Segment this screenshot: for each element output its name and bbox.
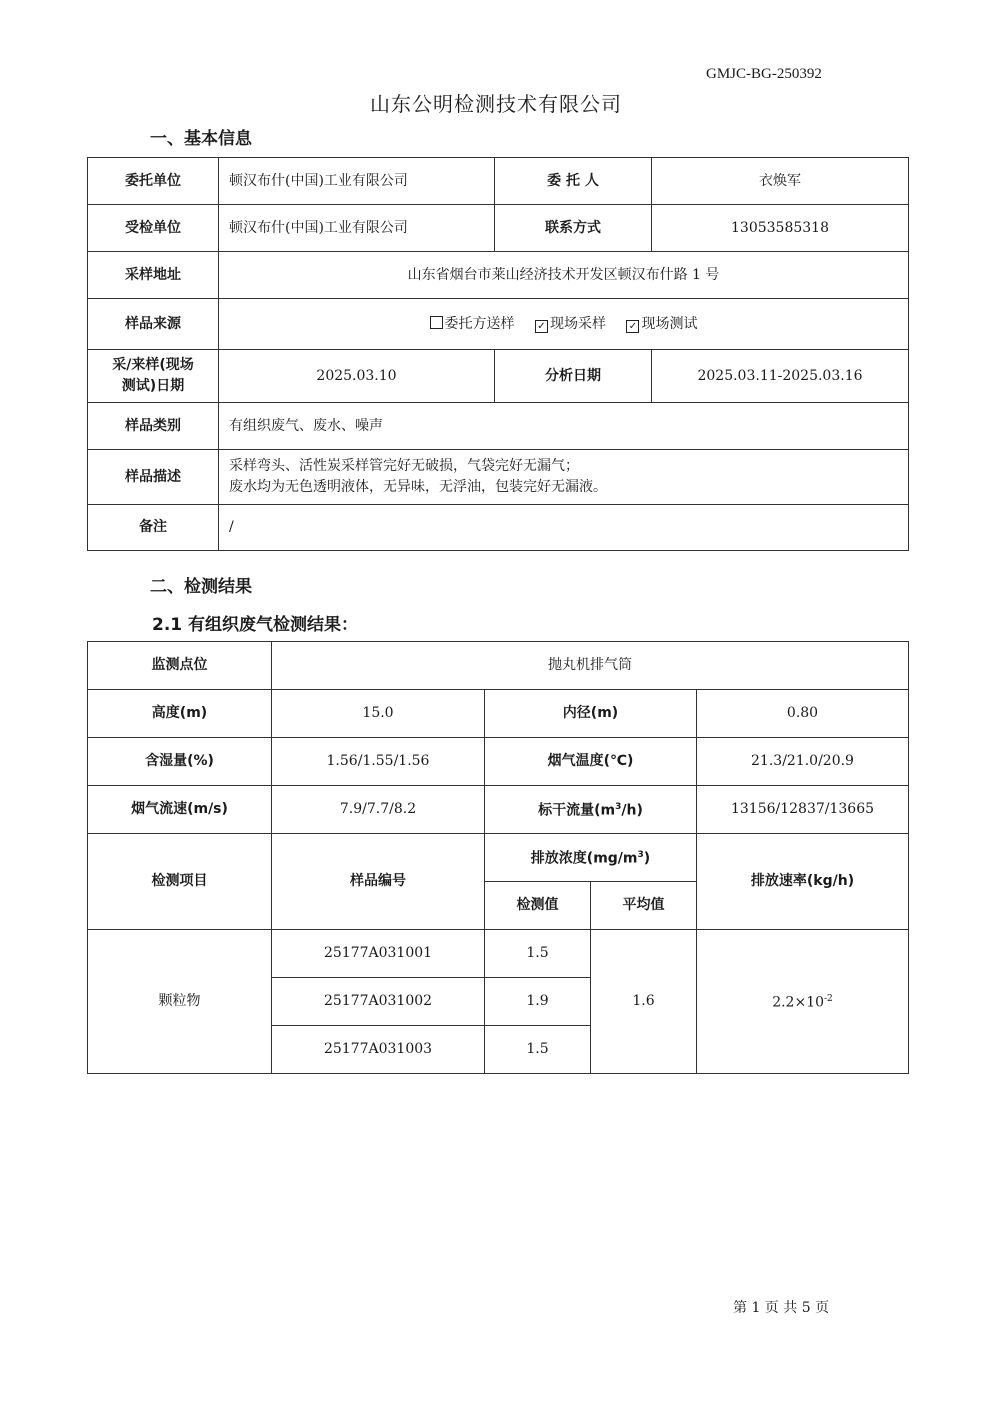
exhaust-results-table: [87, 641, 909, 1074]
flue-temperature-value: 21.3/21.0/20.9: [697, 738, 909, 786]
flue-velocity-label: 烟气流速(m/s): [88, 786, 272, 834]
principal-value: 衣焕军: [652, 158, 909, 205]
company-title: 山东公明检测技术有限公司: [370, 92, 622, 116]
flue-velocity-value: 7.9/7.7/8.2: [272, 786, 485, 834]
subsection-exhaust-heading: 2.1 有组织废气检测结果：: [152, 615, 359, 635]
measured-value: 1.5: [485, 930, 591, 978]
inspected-unit-value: 顿汉布什(中国)工业有限公司: [219, 205, 495, 252]
checkbox-label: 现场采样: [550, 315, 606, 332]
section-basic-info-heading: 一、基本信息: [150, 129, 252, 149]
diameter-value: 0.80: [697, 690, 909, 738]
emission-rate-value: $2.2\times 10^{-2}$: [697, 930, 909, 1074]
client-value: 顿汉布什(中国)工业有限公司: [219, 158, 495, 205]
diameter-label: 内径(m): [485, 690, 697, 738]
sample-category-label: 样品类别: [88, 403, 219, 450]
contact-value: 13053585318: [652, 205, 909, 252]
height-value: 15.0: [272, 690, 485, 738]
sampling-date-value: 2025.03.10: [219, 350, 495, 403]
address-label: 采样地址: [88, 252, 219, 299]
checkbox-unchecked-icon: [430, 316, 443, 329]
page-number: 第 1 页 共 5 页: [733, 1300, 830, 1316]
sampling-date-label-line1: 采/来样(现场: [112, 357, 194, 373]
emission-concentration-header: 排放浓度$(mg/m^3)$: [485, 834, 697, 882]
checkbox-onsite-testing: [626, 314, 697, 335]
client-label: 委托单位: [88, 158, 219, 205]
remark-label: 备注: [88, 505, 219, 551]
sample-id: 25177A031002: [272, 978, 485, 1026]
analysis-date-label: 分析日期: [495, 350, 652, 403]
measured-value: 1.5: [485, 1026, 591, 1074]
sample-source-label: 样品来源: [88, 299, 219, 350]
test-item-name: 颗粒物: [88, 930, 272, 1074]
report-number: GMJC-BG-250392: [706, 66, 822, 82]
sample-id: 25177A031003: [272, 1026, 485, 1074]
sampling-date-label-line2: 测试)日期: [121, 378, 185, 394]
average-value: 1.6: [591, 930, 697, 1074]
address-value: 山东省烟台市莱山经济技术开发区顿汉布什路 1 号: [219, 252, 909, 299]
sample-id: 25177A031001: [272, 930, 485, 978]
contact-label: 联系方式: [495, 205, 652, 252]
sampling-date-label: [88, 350, 219, 403]
moisture-label: 含湿量(%): [88, 738, 272, 786]
moisture-value: 1.56/1.55/1.56: [272, 738, 485, 786]
section-results-heading: 二、检测结果: [150, 577, 252, 597]
description-line-1: 采样弯头、活性炭采样管完好无破损，气袋完好无漏气；: [229, 458, 579, 474]
checkbox-checked-icon: ✓: [535, 320, 548, 333]
monitoring-point-label: 监测点位: [88, 642, 272, 690]
flue-temperature-label: 烟气温度(℃): [485, 738, 697, 786]
monitoring-point-value: 抛丸机排气筒: [272, 642, 909, 690]
standard-dry-flow-value: 13156/12837/13665: [697, 786, 909, 834]
checkbox-label: 委托方送样: [444, 315, 515, 332]
average-value-header: 平均值: [591, 882, 697, 930]
height-label: 高度(m): [88, 690, 272, 738]
description-line-2: 废水均为无色透明液体，无异味，无浮油，包装完好无漏液。: [229, 479, 607, 495]
measured-value-header: 检测值: [485, 882, 591, 930]
measured-value: 1.9: [485, 978, 591, 1026]
emission-rate-header: 排放速率(kg/h): [697, 834, 909, 930]
sample-category-value: 有组织废气、废水、噪声: [219, 403, 909, 450]
checkbox-onsite-sampling: [535, 314, 606, 335]
checkbox-checked-icon: ✓: [626, 320, 639, 333]
sample-description-label: 样品描述: [88, 450, 219, 505]
principal-label: 委 托 人: [495, 158, 652, 205]
standard-dry-flow-label: 标干流量$(m^3/h)$: [485, 786, 697, 834]
test-item-header: 检测项目: [88, 834, 272, 930]
sample-description-value: [219, 450, 909, 505]
basic-info-table: [87, 157, 909, 551]
remark-value: /: [219, 505, 909, 551]
sample-source-options: [219, 299, 909, 350]
inspected-unit-label: 受检单位: [88, 205, 219, 252]
checkbox-client-delivered: [430, 314, 515, 335]
checkbox-label: 现场测试: [641, 315, 698, 332]
analysis-date-value: 2025.03.11-2025.03.16: [652, 350, 909, 403]
sample-number-header: 样品编号: [272, 834, 485, 930]
